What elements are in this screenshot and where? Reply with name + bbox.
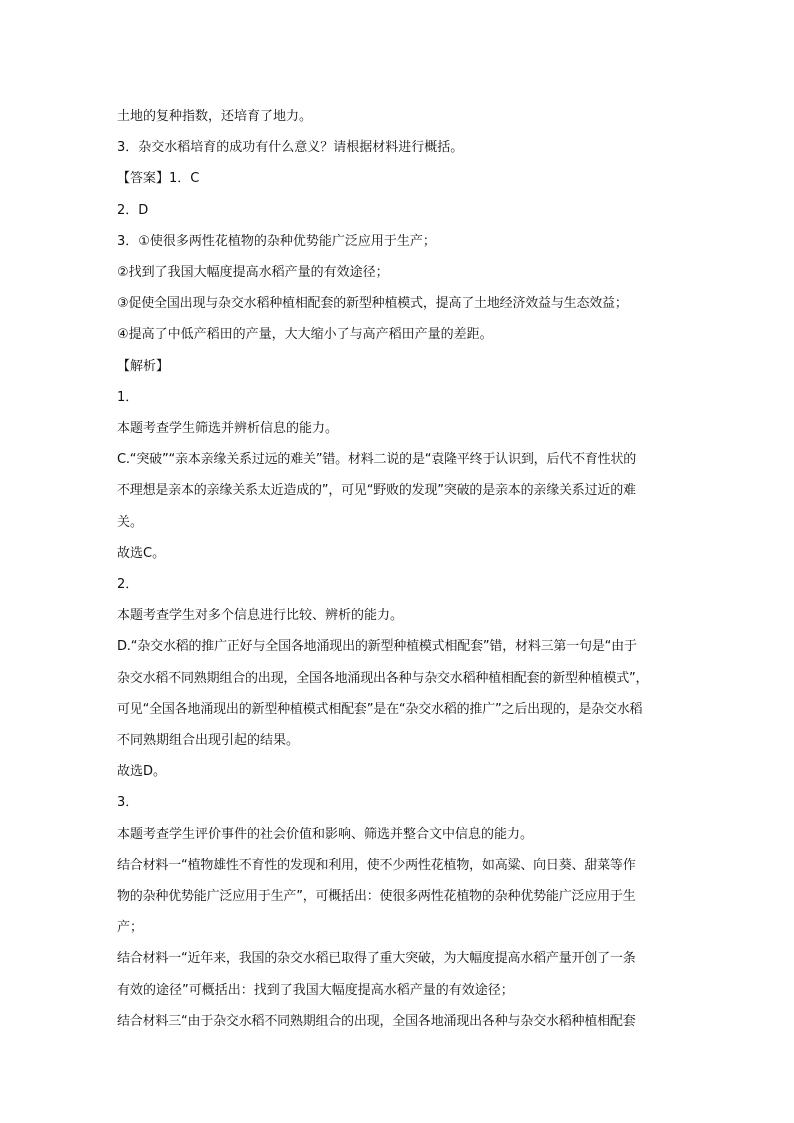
analysis-3-text-4: 结合材料一“近年来，我国的杂交水稻已取得了重大突破，为大幅度提高水稻产量开创了一条 xyxy=(117,951,636,967)
analysis-2-text-1: D.“杂交水稻的推广正好与全国各地涌现出的新型种植模式相配套”错，材料三第一句是“由于 xyxy=(117,639,637,655)
analysis-1-text-3: 关。 xyxy=(117,514,144,530)
document-body xyxy=(117,101,683,1037)
answer-3-point-2: ②找到了我国大幅度提高水稻产量的有效途径； xyxy=(117,265,389,281)
analysis-1-choice: 故选C。 xyxy=(117,545,166,561)
analysis-2-text-4: 不同熟期组合出现引起的结果。 xyxy=(117,733,300,749)
analysis-heading: 【解析】 xyxy=(117,358,170,374)
analysis-3-text-6: 结合材料三“由于杂交水稻不同熟期组合的出现，全国各地涌现出各种与杂交水稻种植相配套 xyxy=(117,1013,636,1029)
analysis-1-number: 1． xyxy=(117,389,139,405)
analysis-3-text-1: 结合材料一“植物雄性不育性的发现和利用，使不少两性花植物，如高粱、向日葵、甜菜等作 xyxy=(117,857,636,873)
analysis-2-intro: 本题考查学生对多个信息进行比较、辨析的能力。 xyxy=(117,608,404,624)
analysis-3-intro: 本题考查学生评价事件的社会价值和影响、筛选并整合文中信息的能力。 xyxy=(117,826,534,842)
question-3-line: 3．杂交水稻培育的成功有什么意义？请根据材料进行概括。 xyxy=(117,140,464,156)
analysis-3-text-3: 产； xyxy=(117,920,144,936)
analysis-1-text-1: C.“突破”“亲本亲缘关系过远的难关”错。材料二说的是“袁隆平终于认识到，后代不育性状的 xyxy=(117,452,637,468)
answer-3-point-1: 3．①使很多两性花植物的杂种优势能广泛应用于生产； xyxy=(117,233,436,249)
analysis-3-text-5: 有效的途径”可概括出：找到了我国大幅度提高水稻产量的有效途径； xyxy=(117,982,514,998)
answer-2-line: 2．D xyxy=(117,202,149,218)
analysis-1-text-2: 不理想是亲本的亲缘关系太近造成的”，可见“野败的发现”突破的是亲本的亲缘关系过近的难 xyxy=(117,483,636,499)
analysis-2-number: 2． xyxy=(117,577,139,593)
text-line-1: 土地的复种指数，还培育了地力。 xyxy=(117,109,313,124)
answer-3-point-3: ③促使全国出现与杂交水稻种植相配套的新型种植模式，提高了土地经济效益与生态效益； xyxy=(117,296,628,312)
answer-3-point-4: ④提高了中低产稻田的产量，大大缩小了与高产稻田产量的差距。 xyxy=(117,327,493,343)
analysis-2-choice: 故选D。 xyxy=(117,764,167,780)
analysis-2-text-2: 杂交水稻不同熟期组合的出现，全国各地涌现出各种与杂交水稻种植相配套的新型种植模式”， xyxy=(117,670,649,686)
analysis-1-intro: 本题考查学生筛选并辨析信息的能力。 xyxy=(117,421,339,437)
analysis-2-text-3: 可见“全国各地涌现出的新型种植模式相配套”是在“杂交水稻的推广”之后出现的，是杂交水稻 xyxy=(117,701,643,717)
analysis-3-text-2: 物的杂种优势能广泛应用于生产”，可概括出：使很多两性花植物的杂种优势能广泛应用于生 xyxy=(117,889,636,905)
analysis-3-number: 3． xyxy=(117,795,139,811)
answer-heading-line: 【答案】1．C xyxy=(117,171,200,187)
